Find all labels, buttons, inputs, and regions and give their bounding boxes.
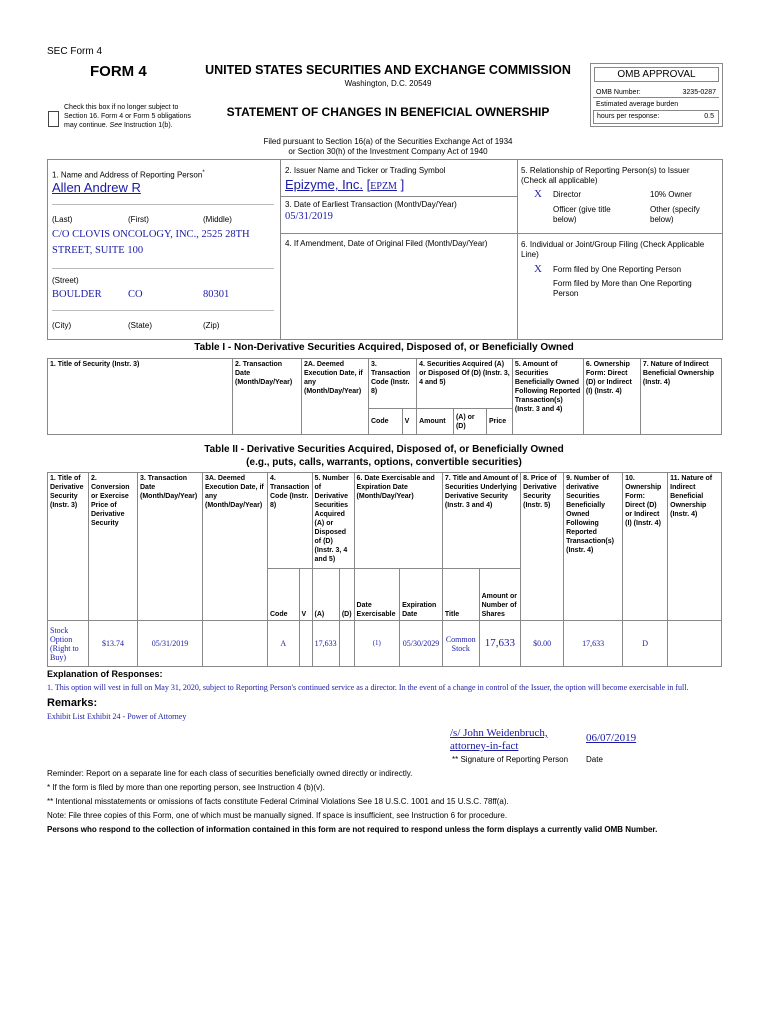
statement-title: STATEMENT OF CHANGES IN BENEFICIAL OWNERSHIP xyxy=(226,105,550,119)
ticker-symbol[interactable]: EPZM xyxy=(370,181,397,192)
zip-value: 80301 xyxy=(203,289,230,300)
box3-label: 3. Date of Earliest Transaction (Month/Day/Year) xyxy=(285,200,457,209)
t2-row-v xyxy=(299,621,312,667)
note-2: ** Intentional misstatements or omissions of facts constitute Federal Criminal Violations See 18 U.S.C. 1001 and 15 U.S.C. 78ff(a). xyxy=(47,797,509,806)
signature-date: 06/07/2019 xyxy=(586,732,637,744)
note-4: Persons who respond to the collection of information contained in this form are not required to respond unless the form displays a currently valid OMB Number. xyxy=(47,825,658,834)
t2-row-deemed xyxy=(203,621,268,667)
checkbox-instruction-text: Check this box if no longer subject to Section 16. Form 4 or Form 5 obligations may continue. See Instruction 1(b). xyxy=(64,104,191,129)
t2-col9-header: 9. Number of derivative Securities Beneficially Owned Following Reported Transaction(s) (Instr. 4) xyxy=(564,473,623,621)
table2 xyxy=(47,472,722,667)
t2-title-header: Title xyxy=(442,569,479,621)
t1-aord-header: (A) or (D) xyxy=(453,409,486,435)
middle-label: (Middle) xyxy=(203,215,232,224)
explanation-1: 1. This option will vest in full on May 31, 2020, subject to Reporting Person's continued service as a director. In the event of a change in control of the Issuer, the option will become exercisable in full. xyxy=(47,683,689,692)
t1-col7-header: 7. Nature of Indirect Beneficial Ownership (Instr. 4) xyxy=(640,359,721,435)
agency-location: Washington, D.C. 20549 xyxy=(344,79,432,88)
t1-price-header: Price xyxy=(486,409,512,435)
t2-expiration-header: Expiration Date xyxy=(400,569,443,621)
t1-col1-header: 1. Title of Security (Instr. 3) xyxy=(48,359,233,435)
table2-title: Table II - Derivative Securities Acquired, Disposed of, or Beneficially Owned xyxy=(204,444,564,455)
t1-code-header: Code xyxy=(369,409,403,435)
signature-label: ** Signature of Reporting Person xyxy=(452,755,569,764)
t2-row-date: 05/31/2019 xyxy=(138,621,203,667)
address-line2: STREET, SUITE 100 xyxy=(52,245,144,256)
first-label: (First) xyxy=(128,215,149,224)
city-value: BOULDER xyxy=(52,289,102,300)
t1-col3-header: 3. Transaction Code (Instr. 8) xyxy=(369,359,417,409)
table1 xyxy=(47,358,722,435)
issuer-name[interactable]: Epizyme, Inc. xyxy=(285,177,364,192)
t2-row-price: $13.74 xyxy=(89,621,138,667)
t2-col11-header: 11. Nature of Indirect Beneficial Ownership (Instr. 4) xyxy=(668,473,722,621)
state-value: CO xyxy=(128,289,143,300)
remarks-text: Exhibit List Exhibit 24 - Power of Attorney xyxy=(47,712,187,721)
t2-col5-header: 5. Number of Derivative Securities Acquired (A) or Disposed of (D) (Instr. 3, 4 and 5) xyxy=(312,473,354,569)
t2-row-code: A xyxy=(268,621,300,667)
table-row xyxy=(48,621,722,667)
box2-label: 2. Issuer Name and Ticker or Trading Symbol xyxy=(285,166,446,175)
t2-col6-header: 6. Date Exercisable and Expiration Date (Month/Day/Year) xyxy=(354,473,442,569)
t2-row-a: 17,633 xyxy=(312,621,339,667)
reporting-person-name[interactable]: Allen Andrew R xyxy=(52,180,141,195)
t2-row-price8: $0.00 xyxy=(521,621,564,667)
t2-row-expiration: 05/30/2029 xyxy=(400,621,443,667)
omb-number-label: OMB Number: xyxy=(596,89,641,96)
omb-hours-label: hours per response: xyxy=(597,113,660,120)
t2-col10-header: 10. Ownership Form: Direct (D) or Indirect (I) (Instr. 4) xyxy=(623,473,668,621)
state-label: (State) xyxy=(128,321,153,330)
one-person-label: Form filed by One Reporting Person xyxy=(553,265,682,274)
signature-name: /s/ John Weidenbruch, attorney-in-fact xyxy=(450,727,548,752)
t2-d-header: (D) xyxy=(339,569,354,621)
filed-pursuant-line2: or Section 30(h) of the Investment Company Act of 1940 xyxy=(288,147,488,156)
omb-hours-value: 0.5 xyxy=(704,113,714,120)
last-label: (Last) xyxy=(52,215,73,224)
t1-col2-header: 2. Transaction Date (Month/Day/Year) xyxy=(233,359,302,435)
box4-label: 4. If Amendment, Date of Original Filed (Month/Day/Year) xyxy=(285,239,488,248)
zip-label: (Zip) xyxy=(203,321,220,330)
reporting-info-section xyxy=(47,159,723,340)
box6-label: 6. Individual or Joint/Group Filing (Check Applicable Line) xyxy=(521,240,705,259)
t2-row-title: Stock Option (Right to Buy) xyxy=(48,621,89,667)
officer-label: Officer (give title below) xyxy=(553,205,611,224)
sec-form-label: SEC Form 4 xyxy=(47,46,103,57)
t2-col1-header: 1. Title of Derivative Security (Instr. 3) xyxy=(48,473,89,621)
filed-pursuant-line1: Filed pursuant to Section 16(a) of the Securities Exchange Act of 1934 xyxy=(263,137,513,146)
t2-row-nature xyxy=(668,621,722,667)
street-label: (Street) xyxy=(52,276,79,285)
t2-date-exercisable-header: Date Exercisable xyxy=(354,569,400,621)
omb-hours-box xyxy=(593,110,719,124)
t2-col3a-header: 3A. Deemed Execution Date, if any (Month/Day/Year) xyxy=(203,473,268,621)
earliest-transaction-date: 05/31/2019 xyxy=(285,211,333,222)
t2-row-under-title: Common Stock xyxy=(442,621,479,667)
box5-label: 5. Relationship of Reporting Person(s) to Issuer xyxy=(521,166,690,175)
issuer-row xyxy=(285,177,404,192)
box1-label: 1. Name and Address of Reporting Person* xyxy=(52,170,205,180)
t2-row-exercisable: (1) xyxy=(354,621,400,667)
note-1: * If the form is filed by more than one reporting person, see Instruction 4 (b)(v). xyxy=(47,783,325,792)
t2-col4-header: 4. Transaction Code (Instr. 8) xyxy=(268,473,313,569)
other-label: Other (specify below) xyxy=(650,205,700,224)
t1-col2a-header: 2A. Deemed Execution Date, if any (Month/Day/Year) xyxy=(302,359,369,435)
director-check[interactable]: X xyxy=(534,188,542,200)
omb-number-value: 3235-0287 xyxy=(682,89,716,96)
agency-title: UNITED STATES SECURITIES AND EXCHANGE COMMISSION xyxy=(205,63,571,77)
date-label: Date xyxy=(586,755,603,764)
t2-row-under-amount: 17,633 xyxy=(479,621,521,667)
t2-col7-header: 7. Title and Amount of Securities Underlying Derivative Security (Instr. 3 and 4) xyxy=(442,473,520,569)
remarks-title: Remarks: xyxy=(47,697,98,709)
table1-title: Table I - Non-Derivative Securities Acquired, Disposed of, or Beneficially Owned xyxy=(194,342,574,353)
t1-v-header: V xyxy=(402,409,416,435)
t2-col3-header: 3. Transaction Date (Month/Day/Year) xyxy=(138,473,203,621)
t2-row-form: D xyxy=(623,621,668,667)
t2-a-header: (A) xyxy=(312,569,339,621)
more-person-label: Form filed by More than One Reporting Person xyxy=(553,279,692,298)
t2-col2-header: 2. Conversion or Exercise Price of Derivative Security xyxy=(89,473,138,621)
reminder-text: Reminder: Report on a separate line for each class of securities beneficially owned directly or indirectly. xyxy=(47,769,413,778)
note-3: Note: File three copies of this Form, one of which must be manually signed. If space is insufficient, see Instruction 6 for procedure. xyxy=(47,811,508,820)
t2-row-owned: 17,633 xyxy=(564,621,623,667)
ticker-close: ] xyxy=(400,177,405,192)
one-person-check[interactable]: X xyxy=(534,263,542,275)
no-longer-subject-checkbox[interactable] xyxy=(48,111,59,127)
t1-col4-header: 4. Securities Acquired (A) or Disposed Of (D) (Instr. 3, 4 and 5) xyxy=(417,359,513,409)
t1-col5-header: 5. Amount of Securities Beneficially Owned Following Reported Transaction(s) (Instr. 3 and 4) xyxy=(512,359,583,435)
ten-percent-owner-label: 10% Owner xyxy=(650,190,692,199)
t2-amount-shares-header: Amount or Number of Shares xyxy=(479,569,521,621)
t1-amount-header: Amount xyxy=(417,409,454,435)
t2-code-header: Code xyxy=(268,569,300,621)
ticker-open: [ xyxy=(366,177,371,192)
t1-col6-header: 6. Ownership Form: Direct (D) or Indirect (I) (Instr. 4) xyxy=(583,359,640,435)
t2-row-d xyxy=(339,621,354,667)
director-label: Director xyxy=(553,190,582,199)
omb-approval-box xyxy=(590,63,723,127)
form-title: FORM 4 xyxy=(90,63,147,80)
box5-sub: (Check all applicable) xyxy=(521,176,598,185)
table2-subtitle: (e.g., puts, calls, warrants, options, convertible securities) xyxy=(246,457,522,468)
omb-burden-label: Estimated average burden xyxy=(596,101,679,108)
t2-col8-header: 8. Price of Derivative Security (Instr. 5) xyxy=(521,473,564,621)
t2-v-header: V xyxy=(299,569,312,621)
explanation-title: Explanation of Responses: xyxy=(47,669,163,679)
city-label: (City) xyxy=(52,321,72,330)
omb-title: OMB APPROVAL xyxy=(594,67,719,82)
address-line1: C/O CLOVIS ONCOLOGY, INC., 2525 28TH xyxy=(52,229,250,240)
